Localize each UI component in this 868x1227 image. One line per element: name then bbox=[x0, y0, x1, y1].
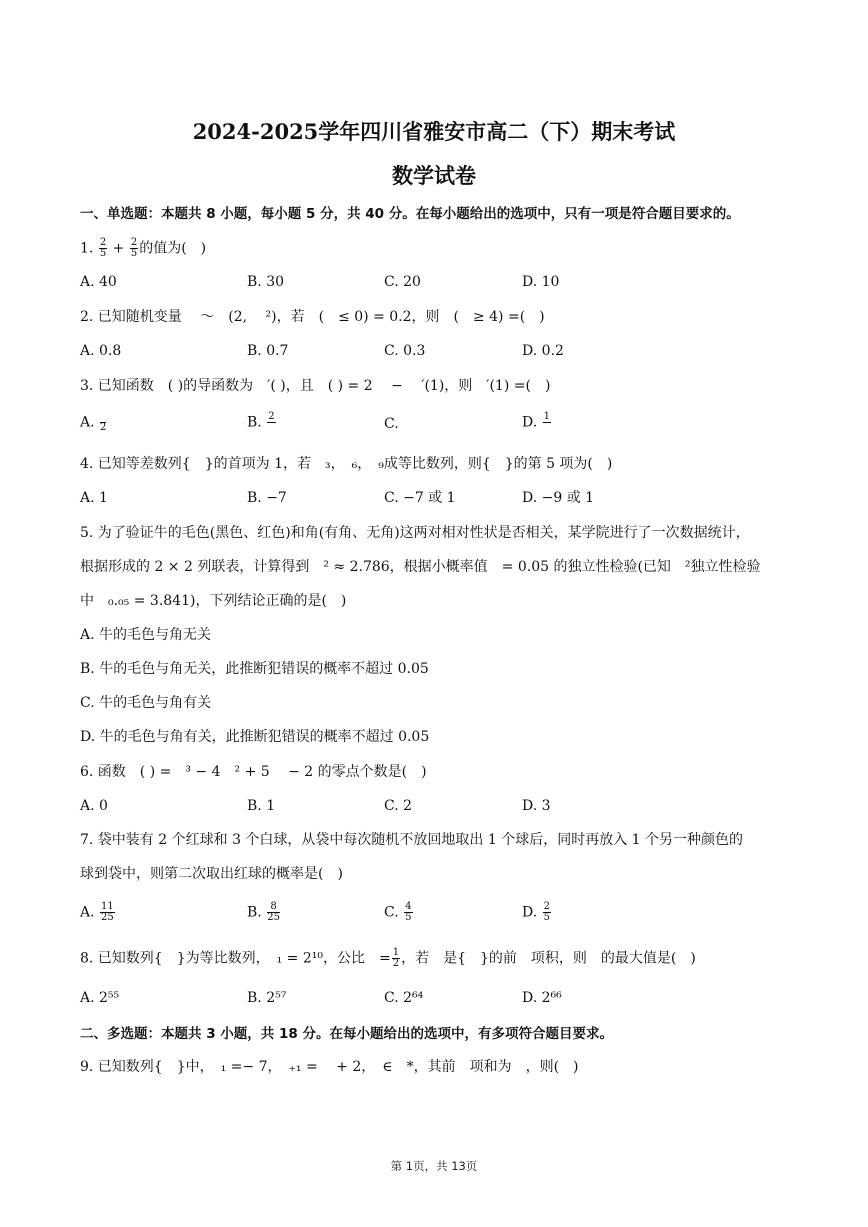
q7-option-d: D. $\frac{2}{5}$ bbox=[522, 901, 551, 923]
q2-option-c: C. 0.3 bbox=[384, 343, 426, 359]
q1-option-b: B. 30 bbox=[247, 274, 285, 290]
q5-option-b: B. 牛的毛色与角无关，此推断犯错误的概率不超过 0.05 bbox=[80, 661, 429, 677]
q3-option-a: A. 2 bbox=[80, 412, 107, 433]
plus-sign: + bbox=[112, 240, 125, 257]
question-5-line-2: 根据形成的 2 × 2 列联表，计算得到 ² ≈ 2.786，根据小概率值 = 0.05 的独立性检验(已知 ²独立性检验 bbox=[80, 559, 761, 575]
section-heading-multiple-choice: 二、多选题：本题共 3 小题，共 18 分。在每小题给出的选项中，有多项符合题目要求。 bbox=[80, 1026, 613, 1042]
page-subtitle: 数学试卷 bbox=[392, 163, 476, 188]
q3-option-b: B. 2 bbox=[247, 411, 275, 431]
q3-option-d: D. 1 bbox=[522, 411, 551, 431]
question-5-line-1: 5. 为了验证牛的毛色(黑色、红色)和角(有角、无角)这两对相对性状是否相关，某学院进行了一次数据统计， bbox=[80, 525, 750, 541]
q1-option-d: D. 10 bbox=[522, 274, 560, 290]
question-1 bbox=[80, 238, 810, 259]
q4-option-d: D. −9 或 1 bbox=[522, 490, 595, 506]
question-4: 4. 已知等差数列{ }的首项为 1，若 ₃， ₆， ₉成等比数列，则{ }的第 5 项为( ) bbox=[80, 456, 613, 472]
q6-option-a: A. 0 bbox=[80, 798, 108, 814]
page-title: 2024-2025学年四川省雅安市高二（下）期末考试 bbox=[192, 119, 676, 144]
q4-option-b: B. −7 bbox=[247, 490, 287, 506]
q7-option-c: C. $\frac{4}{5}$ bbox=[384, 901, 412, 923]
q8-option-a: A. 2⁵⁵ bbox=[80, 990, 120, 1006]
fraction: $\frac{2}{5}$ bbox=[99, 237, 107, 259]
q1-option-a: A. 40 bbox=[80, 274, 117, 290]
q2-option-a: A. 0.8 bbox=[80, 343, 122, 359]
question-9: 9. 已知数列{ }中， ₁ =− 7， ₊₁ = + 2， ∈ *，其前 项和为 ，则( ) bbox=[80, 1059, 579, 1075]
question-1-suffix: 的值为( ) bbox=[139, 240, 207, 257]
q5-option-c: C. 牛的毛色与角有关 bbox=[80, 695, 212, 711]
q1-option-c: C. 20 bbox=[384, 274, 421, 290]
question-1-number: 1. bbox=[80, 240, 94, 257]
q8-option-c: C. 2⁶⁴ bbox=[384, 990, 424, 1006]
question-6: 6. 函数 ( ) = ³ − 4 ² + 5 − 2 的零点个数是( ) bbox=[80, 764, 427, 780]
q7-option-a: A. $\frac{11}{25}$ bbox=[80, 901, 114, 923]
fraction: $\frac{1}{2}$ bbox=[392, 947, 400, 969]
q6-option-d: D. 3 bbox=[522, 798, 551, 814]
question-5-line-3: 中 ₀.₀₅ = 3.841)，下列结论正确的是( ) bbox=[80, 593, 347, 609]
fraction: $\frac{2}{5}$ bbox=[130, 237, 138, 259]
q6-option-b: B. 1 bbox=[247, 798, 276, 814]
q5-option-d: D. 牛的毛色与角有关，此推断犯错误的概率不超过 0.05 bbox=[80, 729, 430, 745]
q7-option-b: B. $\frac{8}{25}$ bbox=[247, 901, 280, 923]
q4-option-c: C. −7 或 1 bbox=[384, 490, 456, 506]
q2-option-b: B. 0.7 bbox=[247, 343, 289, 359]
page-footer: 第 1页，共 13页 bbox=[390, 1159, 478, 1173]
q4-option-a: A. 1 bbox=[80, 490, 108, 506]
q3-option-c: C. bbox=[384, 416, 399, 432]
q8-option-d: D. 2⁶⁶ bbox=[522, 990, 562, 1006]
q6-option-c: C. 2 bbox=[384, 798, 413, 814]
question-2: 2. 已知随机变量 ～ (2, ²)，若 ( ≤ 0) = 0.2，则 ( ≥ 4) =( ) bbox=[80, 309, 545, 325]
q8-option-b: B. 2⁵⁷ bbox=[247, 990, 287, 1006]
question-3: 3. 已知函数 ( )的导函数为 ′( )，且 ( ) = 2 − ′(1)，则 ′(1) =( ) bbox=[80, 378, 551, 394]
section-heading-single-choice: 一、单选题：本题共 8 小题，每小题 5 分，共 40 分。在每小题给出的选项中，只有一项是符合题目要求的。 bbox=[80, 206, 740, 222]
question-7-line-1: 7. 袋中装有 2 个红球和 3 个白球，从袋中每次随机不放回地取出 1 个球后，同时再放入 1 个另一种颜色的 bbox=[80, 832, 744, 848]
question-7-line-2: 球到袋中，则第二次取出红球的概率是( ) bbox=[80, 866, 343, 882]
q2-option-d: D. 0.2 bbox=[522, 343, 564, 359]
q5-option-a: A. 牛的毛色与角无关 bbox=[80, 627, 212, 643]
question-8: 8. 已知数列{ }为等比数列， ₁ = 2¹⁰，公比 = $\frac{1}{2}$ ，若 是{ }的前 项积，则 的最大值是( ) bbox=[80, 947, 696, 969]
